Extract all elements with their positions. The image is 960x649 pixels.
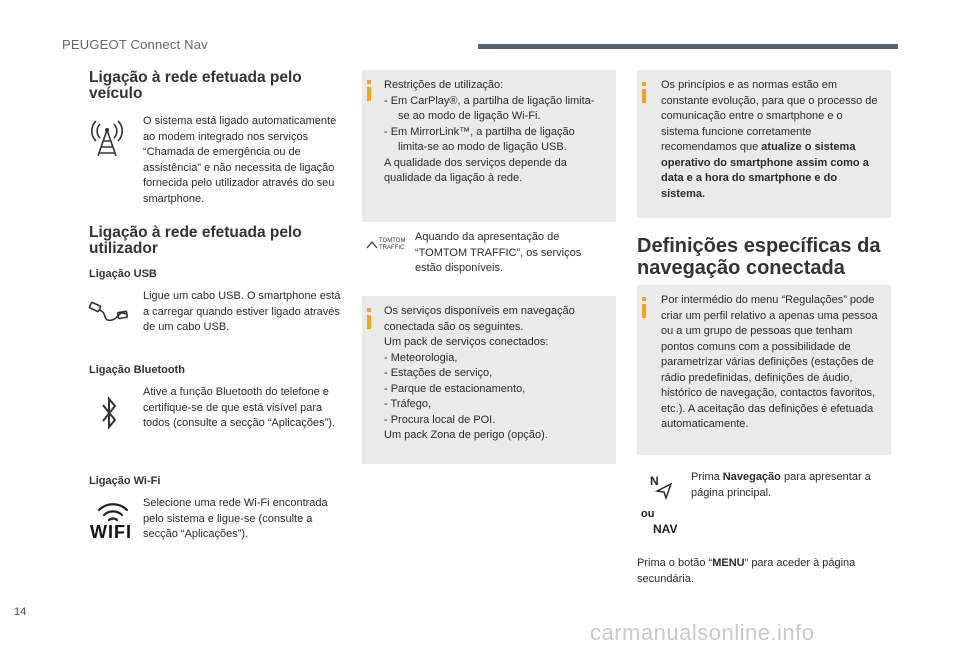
wifi-icon-label: WIFI	[90, 522, 132, 542]
service-quality-text: A qualidade dos serviços depende da qualidade da ligação à rede.	[384, 156, 567, 184]
list-item: - Procura local de POI.	[384, 413, 496, 426]
profile-settings-box	[637, 285, 891, 455]
usage-restrictions-box	[362, 70, 616, 222]
bluetooth-connection-text: Ative a função Bluetooth do telefone e certifique-se de que está visível para todos (consulte a secção “Aplicações”).	[143, 386, 335, 429]
connected-services-intro: Os serviços disponíveis em navegação conectada são os seguintes.	[384, 305, 575, 333]
bluetooth-connection-label: Ligação Bluetooth	[89, 364, 185, 376]
antenna-icon	[88, 118, 126, 158]
connected-services-list	[384, 351, 606, 429]
system-update-bold-text: atualize o sistema operativo do smartphone assim como a data e a hora do smartphone e do sistema.	[661, 141, 869, 200]
usb-connection-label: Ligação USB	[89, 268, 157, 280]
usb-cable-icon	[88, 298, 130, 328]
list-item: - Estações de serviço,	[384, 367, 493, 379]
traffic-signal-icon	[366, 240, 378, 250]
wifi-waves-icon	[96, 500, 130, 524]
bluetooth-icon	[100, 396, 118, 430]
navigation-arrow-icon	[655, 482, 673, 500]
info-icon	[642, 82, 646, 103]
usage-restrictions-title: Restrições de utilização:	[384, 79, 504, 91]
usb-connection-text: Ligue um cabo USB. O smartphone está a carregar quando estiver ligado através de um cabo USB.	[143, 290, 341, 333]
page-number: 14	[14, 606, 27, 618]
north-letter: N	[650, 474, 659, 488]
wifi-connection-text: Selecione uma rede Wi-Fi encontrada pelo sistema e ligue-se (consulte a secção “Aplicações”).	[143, 497, 328, 540]
danger-zone-pack-text: Um pack Zona de perigo (opção).	[384, 429, 548, 441]
or-label: ou	[641, 508, 655, 520]
list-item: - Parque de estacionamento,	[384, 382, 526, 395]
section-title-vehicle-network: Ligação à rede efetuada pelo veículo	[89, 69, 302, 102]
list-item: - Em CarPlay®, a partilha de ligação limita-se ao modo de ligação Wi-Fi.	[384, 94, 595, 122]
document-header-title: PEUGEOT Connect Nav	[62, 37, 208, 52]
navigation-instruction-text: Prima Navegação para apresentar a página principal.	[691, 471, 871, 499]
list-item: - Tráfego,	[384, 398, 432, 410]
header-bar	[478, 44, 898, 49]
system-update-box	[637, 70, 891, 218]
tomtom-traffic-icon: TOMTOM TRAFFIC	[366, 238, 410, 254]
nav-label: NAV	[653, 522, 678, 536]
list-item: - Meteorologia,	[384, 351, 458, 364]
profile-settings-text: Por intermédio do menu “Regulações” pode criar um perfil relativo a apenas uma pessoa ou a um grupo de pessoas que tenham pontos comuns com a possibilidade de parametrizar várias definições (estações de rádio predefinidas, definições de áudio, histórico de navegação, contactos favoritos, etc.). A aceitação das definições é efetuada automaticamente.	[661, 294, 878, 430]
watermark: carmanualsonline.info	[590, 620, 815, 645]
info-icon	[367, 308, 371, 329]
vehicle-network-text: O sistema está ligado automaticamente ao modem integrado nos serviços “Chamada de emergência ou de assistência” e não necessita de ligação fornecida pelo utilizador através do seu smartphone.	[143, 115, 337, 205]
section-title-user-network: Ligação à rede efetuada pelo utilizador	[89, 224, 302, 257]
wifi-connection-label: Ligação Wi-Fi	[89, 475, 161, 487]
system-update-text: Os princípios e as normas estão em constante evolução, para que o processo de comunicação entre o smartphone e o sistema funcione corretamente recomendamos que	[661, 79, 878, 153]
menu-instruction-text: Prima o botão “MENU” para aceder à página secundária.	[637, 557, 856, 585]
connected-services-pack: Um pack de serviços conectados:	[384, 336, 549, 348]
info-icon	[367, 80, 371, 101]
navigation-button-icon	[637, 474, 677, 534]
connected-services-box	[362, 296, 616, 464]
list-item: - Em MirrorLink™, a partilha de ligação limita-se ao modo de ligação USB.	[384, 125, 575, 153]
tomtom-traffic-text: Aquando da apresentação de “TOMTOM TRAFFIC”, os serviços estão disponíveis.	[415, 231, 582, 274]
section-title-connected-navigation-settings: Definições específicas da navegação conectada	[637, 235, 881, 279]
info-icon	[642, 297, 646, 318]
usage-restrictions-list	[384, 94, 606, 156]
